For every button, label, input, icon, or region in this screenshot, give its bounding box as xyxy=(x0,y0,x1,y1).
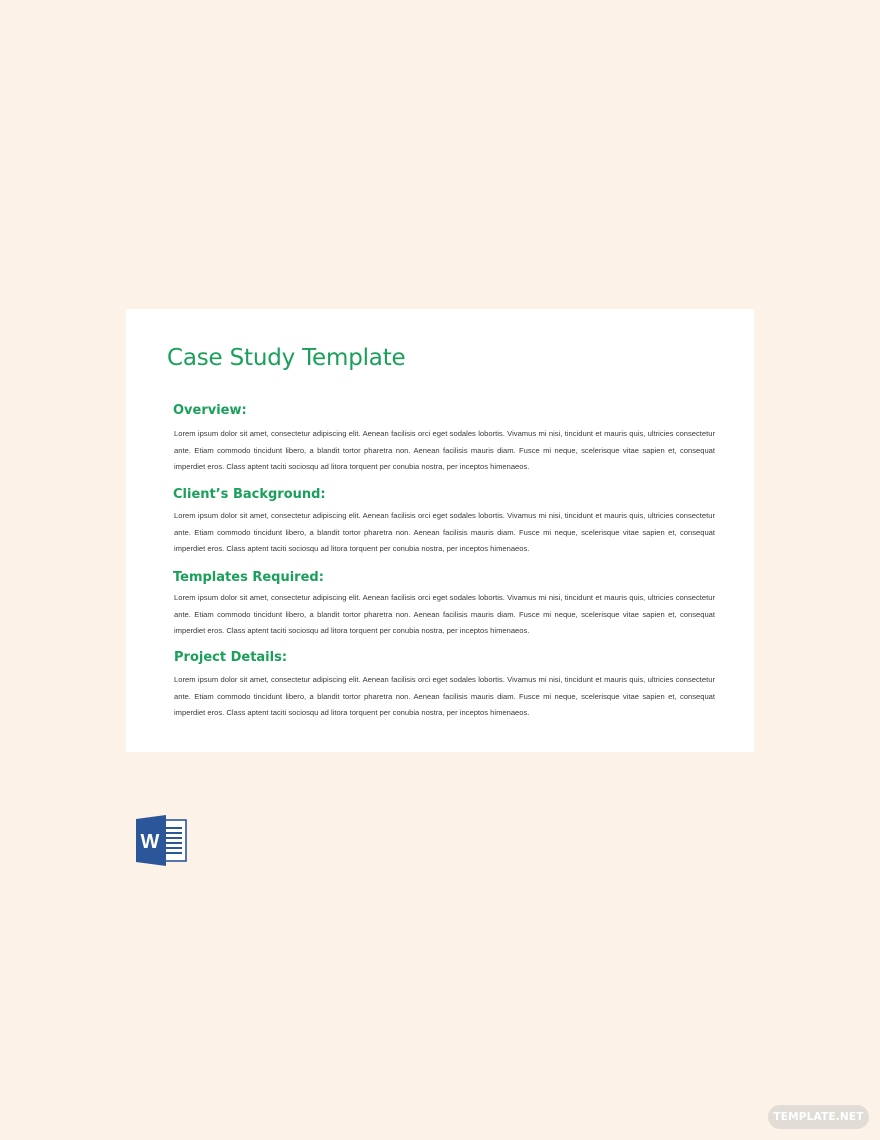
watermark-badge: TEMPLATE.NET xyxy=(768,1105,869,1129)
word-letter: W xyxy=(140,831,160,853)
document-title: Case Study Template xyxy=(167,345,406,371)
section-heading: Project Details: xyxy=(174,650,288,665)
section-clients-background xyxy=(172,487,715,558)
section-project-details xyxy=(172,650,715,722)
document-preview xyxy=(126,309,754,752)
section-templates-required xyxy=(172,570,715,640)
section-overview xyxy=(172,403,715,476)
section-body: Lorem ipsum dolor sit amet, consectetur adipiscing elit. Aenean facilisis orci eget sodales lobortis. Vivamus mi nisi, tincidunt et mauris quis, ultricies consectetur ante. Etiam commodo tincidunt libero, a blandit tortor pharetra non. Aenean facilisis mauris diam. Fusce mi neque, scelerisque vitae sapien et, consequat imperdiet eros. Class aptent taciti sociosqu ad litora torquent per conubia nostra, per inceptos himenaeos. xyxy=(174,429,715,471)
microsoft-word-icon[interactable] xyxy=(136,815,187,866)
section-heading: Overview: xyxy=(173,403,247,418)
section-body: Lorem ipsum dolor sit amet, consectetur adipiscing elit. Aenean facilisis orci eget sodales lobortis. Vivamus mi nisi, tincidunt et mauris quis, ultricies consectetur ante. Etiam commodo tincidunt libero, a blandit tortor pharetra non. Aenean facilisis mauris diam. Fusce mi neque, scelerisque vitae sapien et, consequat imperdiet eros. Class aptent taciti sociosqu ad litora torquent per conubia nostra, per inceptos himenaeos. xyxy=(174,511,715,553)
section-body: Lorem ipsum dolor sit amet, consectetur adipiscing elit. Aenean facilisis orci eget sodales lobortis. Vivamus mi nisi, tincidunt et mauris quis, ultricies consectetur ante. Etiam commodo tincidunt libero, a blandit tortor pharetra non. Aenean facilisis mauris diam. Fusce mi neque, scelerisque vitae sapien et, consequat imperdiet eros. Class aptent taciti sociosqu ad litora torquent per conubia nostra, per inceptos himenaeos. xyxy=(174,675,715,717)
section-heading: Client’s Background: xyxy=(173,487,326,502)
section-heading: Templates Required: xyxy=(173,570,324,585)
section-body: Lorem ipsum dolor sit amet, consectetur adipiscing elit. Aenean facilisis orci eget sodales lobortis. Vivamus mi nisi, tincidunt et mauris quis, ultricies consectetur ante. Etiam commodo tincidunt libero, a blandit tortor pharetra non. Aenean facilisis mauris diam. Fusce mi neque, scelerisque vitae sapien et, consequat imperdiet eros. Class aptent taciti sociosqu ad litora torquent per conubia nostra, per inceptos himenaeos. xyxy=(174,593,715,635)
